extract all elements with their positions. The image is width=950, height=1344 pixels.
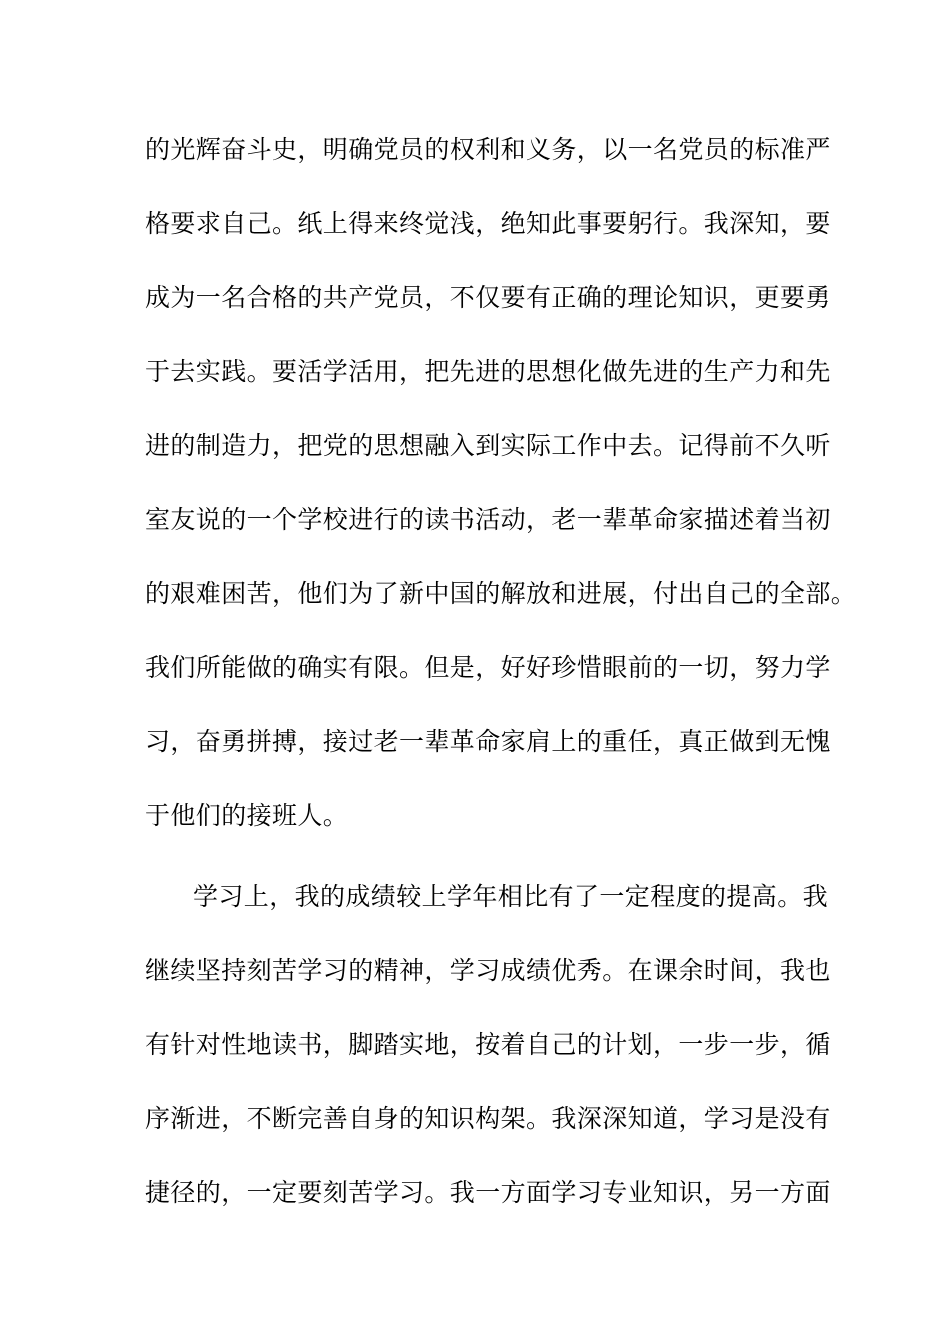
text-line: 有针对性地读书，脚踏实地，按着自己的计划，一步一步，循 bbox=[145, 1030, 831, 1059]
text-line: 序渐进，不断完善自身的知识构架。我深深知道，学习是没有 bbox=[145, 1104, 831, 1133]
text-line: 捷径的，一定要刻苦学习。我一方面学习专业知识，另一方面 bbox=[145, 1178, 831, 1207]
text-line: 学习上，我的成绩较上学年相比有了一定程度的提高。我 bbox=[193, 882, 829, 911]
text-line: 我们所能做的确实有限。但是，好好珍惜眼前的一切，努力学 bbox=[145, 653, 831, 682]
text-line: 成为一名合格的共产党员，不仅要有正确的理论知识，更要勇 bbox=[145, 283, 831, 312]
text-line: 进的制造力，把党的思想融入到实际工作中去。记得前不久听 bbox=[145, 431, 831, 460]
text-line: 的艰难困苦，他们为了新中国的解放和进展，付出自己的全部。 bbox=[145, 579, 857, 608]
text-line: 习，奋勇拼搏，接过老一辈革命家肩上的重任，真正做到无愧 bbox=[145, 727, 831, 756]
text-line: 继续坚持刻苦学习的精神，学习成绩优秀。在课余时间，我也 bbox=[145, 956, 831, 985]
text-line: 于他们的接班人。 bbox=[145, 801, 349, 830]
text-line: 室友说的一个学校进行的读书活动，老一辈革命家描述着当初 bbox=[145, 505, 831, 534]
text-line: 格要求自己。纸上得来终觉浅，绝知此事要躬行。我深知，要 bbox=[145, 209, 831, 238]
text-line: 的光辉奋斗史，明确党员的权利和义务，以一名党员的标准严 bbox=[145, 135, 831, 164]
text-line: 于去实践。要活学活用，把先进的思想化做先进的生产力和先 bbox=[145, 357, 831, 386]
